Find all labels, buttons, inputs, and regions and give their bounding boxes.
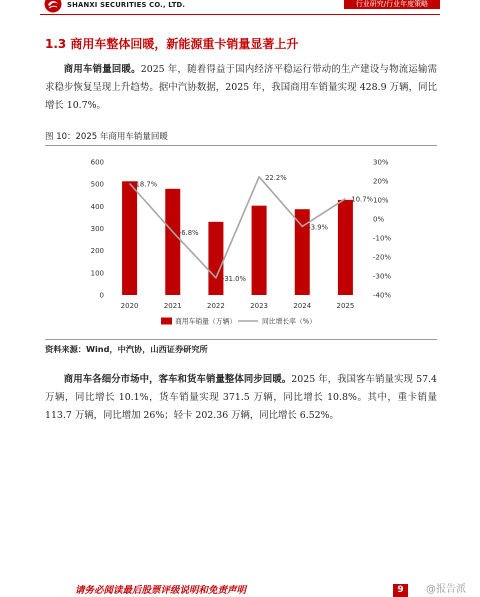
bar-2022 (208, 222, 223, 295)
bar-2020 (122, 181, 137, 295)
y-left-tick-label: 200 (90, 247, 104, 256)
bar-2025 (338, 200, 353, 295)
source-divider (45, 339, 437, 340)
y-left-tick-label: 0 (99, 291, 104, 300)
x-tick-label: 2023 (250, 302, 268, 310)
y-left-tick-label: 400 (90, 202, 104, 211)
y-right-tick-label: -20% (373, 253, 392, 262)
report-category-tab: 行业研究/行业年度策略 (344, 0, 440, 9)
x-tick-label: 2020 (120, 302, 139, 310)
growth-rate-label: -3.9% (308, 223, 328, 232)
x-tick-label: 2021 (163, 302, 182, 310)
y-right-tick-label: -30% (373, 272, 392, 281)
caption-divider (45, 145, 437, 146)
company-name: SHANXI SECURITIES CO., LTD. (67, 1, 186, 9)
y-right-tick-label: 30% (373, 158, 389, 167)
figure-source: 资料来源：Wind，中汽协，山西证券研究所 (45, 344, 208, 354)
x-tick-label: 2025 (336, 302, 355, 310)
y-left-tick-label: 500 (90, 180, 104, 189)
growth-rate-label: 18.7% (135, 180, 158, 189)
page-number: 9 (393, 584, 408, 597)
y-left-tick-label: 300 (90, 225, 104, 233)
growth-rate-label: -31.0% (221, 274, 246, 283)
paragraph-body: 2025 年，随着得益于国内经济平稳运行带动的生产建设与物流运输需求稳步恢复呈现上升趋势。据中汽协数据，2025 年，我国商用车销量实现 428.9 万辆，同比增长 10.7%。 (45, 64, 437, 111)
bar-2021 (165, 189, 180, 295)
growth-rate-label: 10.7% (351, 195, 374, 204)
growth-rate-label: 22.2% (265, 173, 287, 182)
paragraph-body: 2025 年，我国客车销量实现 57.4 万辆，同比增长 10.1%，货车销量实现 371.5 万辆，同比增长 10.8%。其中，重卡销量 113.7 万辆，同比增加 26%；轻卡 202.36 万辆，同比增长 6.52%。 (45, 374, 437, 421)
company-logo-icon (44, 0, 62, 13)
footer-disclaimer: 请务必阅读最后股票评级说明和免责声明 (75, 585, 247, 596)
watermark: @报告派 (426, 584, 466, 595)
y-right-tick-label: 10% (373, 196, 389, 205)
y-right-tick-label: 20% (373, 177, 389, 186)
paragraph-sales-recovery (45, 61, 437, 115)
growth-rate-label: -6.8% (178, 228, 199, 237)
sales-growth-chart (0, 148, 480, 336)
x-tick-label: 2024 (293, 302, 312, 310)
bar-2024 (295, 209, 310, 295)
bar-2023 (252, 206, 267, 295)
y-right-tick-label: -10% (373, 234, 392, 243)
paragraph-lead: 商用车各细分市场中，客车和货车销量整体同步回暖。 (63, 374, 292, 385)
header-divider (40, 14, 440, 15)
x-tick-label: 2022 (207, 302, 225, 310)
legend-bar-label: 商用车销量（万辆） (175, 317, 237, 326)
section-heading: 1.3 商用车整体回暖，新能源重卡销量显著上升 (45, 37, 299, 51)
y-right-tick-label: 0% (373, 215, 385, 224)
y-left-tick-label: 600 (90, 158, 104, 167)
paragraph-lead: 商用车销量回暖。 (63, 64, 141, 75)
y-left-tick-label: 100 (90, 269, 104, 278)
figure-caption: 图 10：2025 年商用车销量回暖 (45, 132, 168, 142)
paragraph-segment-markets (45, 371, 437, 425)
y-right-tick-label: -40% (373, 291, 392, 300)
legend-bar-swatch (161, 318, 172, 325)
legend-line-label: 同比增长率（%） (262, 317, 317, 326)
